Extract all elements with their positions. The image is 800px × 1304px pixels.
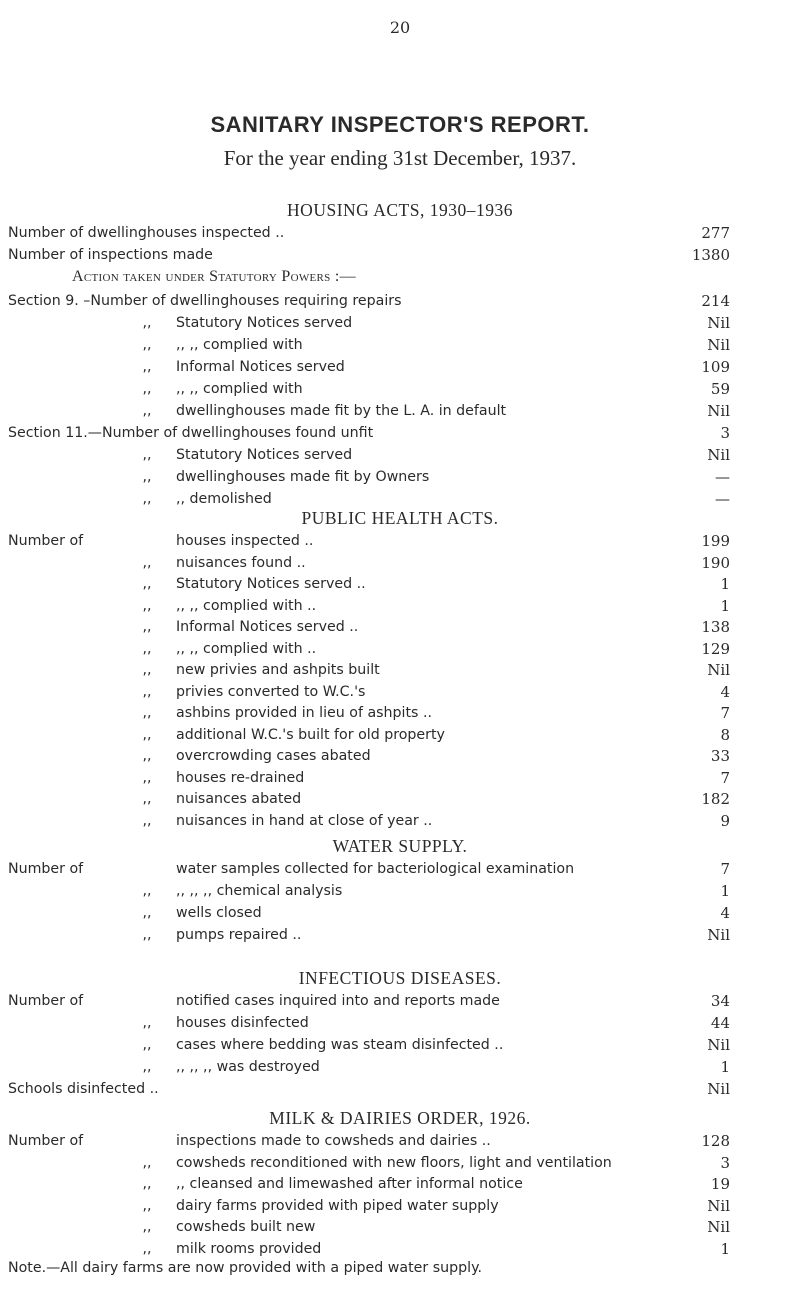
ditto-mark: ,, [142, 491, 152, 507]
ditto-mark: ,, [142, 726, 152, 743]
row-value: 1 [720, 596, 730, 615]
row-label: Statutory Notices served [176, 447, 353, 463]
row-value: 1 [720, 882, 730, 900]
row-value: 4 [720, 682, 730, 701]
table-row [0, 745, 800, 767]
note: Note.—All dairy farms are now provided with a piped water supply. [8, 1260, 482, 1276]
row-section9 [0, 290, 800, 312]
table-row [0, 788, 800, 810]
row-label: dwellinghouses made fit by Owners [176, 469, 430, 485]
ditto-mark: ,, [142, 381, 152, 397]
row-value: Nil [707, 446, 730, 464]
row-label: Informal Notices served .. [176, 619, 359, 635]
row-value: Nil [707, 1218, 730, 1236]
section9-label: Section 9. –Number of dwellinghouses requiring repairs [8, 293, 402, 309]
row-value: 109 [701, 358, 730, 376]
row-label: ,, ,, complied with [176, 381, 303, 397]
row-value: — [715, 490, 730, 508]
row-label: ,, demolished [176, 491, 272, 507]
ditto-mark: ,, [142, 812, 152, 829]
row-value: 7 [720, 860, 730, 878]
ditto-mark: ,, [142, 905, 152, 921]
ditto-mark: ,, [142, 640, 152, 657]
row-value: 128 [701, 1132, 730, 1150]
row-lead: Number of [8, 1133, 84, 1149]
table-row [0, 902, 800, 924]
housing-heading: HOUSING ACTS, 1930–1936 [287, 200, 513, 220]
row-label: Number of inspections made [8, 247, 213, 263]
row-label: ashbins provided in lieu of ashpits .. [176, 705, 432, 721]
row-value: 44 [710, 1014, 730, 1032]
table-row [0, 334, 800, 356]
row-value: 190 [701, 553, 730, 572]
table-row [0, 530, 800, 552]
row-value: 277 [701, 224, 730, 242]
row-value: 1 [720, 575, 730, 593]
row-label: Number of dwellinghouses inspected .. [8, 225, 285, 241]
ditto-mark: ,, [142, 927, 152, 943]
row-label: overcrowding cases abated [176, 748, 371, 764]
ditto-mark: ,, [142, 576, 152, 592]
table-row [0, 573, 800, 595]
table-row [0, 356, 800, 378]
infectious-heading: INFECTIOUS DISEASES. [298, 968, 502, 988]
row-value: 138 [701, 618, 730, 636]
row-label: wells closed [176, 905, 262, 921]
ditto-mark: ,, [142, 1037, 152, 1053]
table-row [0, 990, 800, 1012]
ditto-mark: ,, [142, 315, 152, 331]
ditto-mark: ,, [142, 1154, 152, 1171]
row-label: cowsheds built new [176, 1219, 316, 1235]
row-label: ,, ,, complied with [176, 337, 303, 353]
row-schools-disinfected [0, 1078, 800, 1100]
row-label: dairy farms provided with piped water supply [176, 1197, 499, 1214]
table-row [0, 1130, 800, 1152]
ditto-mark: ,, [142, 748, 152, 764]
row-inspections-made [0, 244, 800, 266]
ditto-mark: ,, [142, 1197, 152, 1214]
row-label: new privies and ashpits built [176, 662, 380, 678]
table-row [0, 1012, 800, 1034]
table-row [0, 1034, 800, 1056]
ditto-mark: ,, [142, 447, 152, 463]
table-row [0, 552, 800, 574]
table-row [0, 378, 800, 400]
row-label: Schools disinfected .. [8, 1081, 159, 1097]
row-value: Nil [707, 1036, 730, 1054]
table-row [0, 466, 800, 488]
row-value: 3 [720, 1153, 730, 1172]
row-lead: Number of [8, 533, 84, 549]
row-value: Nil [707, 336, 730, 354]
row-value: 19 [710, 1175, 730, 1193]
table-row [0, 659, 800, 681]
row-label: dwellinghouses made fit by the L. A. in default [176, 403, 507, 419]
ditto-mark: ,, [142, 1240, 152, 1257]
row-label: water samples collected for bacteriological examination [176, 861, 575, 877]
row-value: 33 [710, 747, 730, 765]
table-row [0, 312, 800, 334]
row-label: Statutory Notices served .. [176, 576, 366, 592]
table-row [0, 702, 800, 724]
table-row [0, 400, 800, 422]
table-row [0, 1195, 800, 1217]
section11-value: 3 [720, 424, 730, 442]
section11-label: Section 11.—Number of dwellinghouses found unfit [8, 425, 374, 441]
water-supply-heading: WATER SUPPLY. [332, 836, 468, 856]
row-value: 4 [720, 904, 730, 922]
ditto-mark: ,, [142, 469, 152, 485]
row-label: pumps repaired .. [176, 927, 302, 943]
row-lead: Number of [8, 861, 84, 877]
ditto-mark: ,, [142, 705, 152, 721]
row-value: 129 [701, 639, 730, 658]
table-row [0, 488, 800, 510]
row-section11 [0, 422, 800, 444]
row-value: 9 [720, 811, 730, 830]
row-label: houses disinfected [176, 1015, 309, 1031]
table-row [0, 1152, 800, 1174]
ditto-mark: ,, [142, 1219, 152, 1235]
ditto-mark: ,, [142, 554, 152, 571]
ditto-mark: ,, [142, 662, 152, 678]
row-label: ,, cleansed and limewashed after informal notice [176, 1176, 523, 1192]
row-value: Nil [707, 661, 730, 679]
row-label: nuisances found .. [176, 554, 306, 571]
table-row [0, 616, 800, 638]
row-value: Nil [707, 402, 730, 420]
row-dwellings-inspected [0, 222, 800, 244]
table-row [0, 724, 800, 746]
row-label: ,, ,, complied with .. [176, 640, 317, 657]
row-label: ,, ,, ,, chemical analysis [176, 883, 343, 899]
row-value: Nil [707, 314, 730, 332]
row-label: Informal Notices served [176, 359, 345, 375]
public-health-heading: PUBLIC HEALTH ACTS. [301, 508, 499, 528]
ditto-mark: ,, [142, 1015, 152, 1031]
row-value: 59 [710, 380, 730, 398]
table-row [0, 681, 800, 703]
table-row [0, 1216, 800, 1238]
row-value: 1 [720, 1239, 730, 1258]
table-row [0, 1238, 800, 1260]
row-value: — [715, 468, 730, 486]
table-row [0, 638, 800, 660]
row-value: 182 [701, 790, 730, 808]
ditto-mark: ,, [142, 359, 152, 375]
table-row [0, 1173, 800, 1195]
row-label: privies converted to W.C.'s [176, 683, 366, 700]
ditto-mark: ,, [142, 1176, 152, 1192]
table-row [0, 858, 800, 880]
row-label: Statutory Notices served [176, 315, 353, 331]
row-value: 34 [710, 992, 730, 1010]
table-row [0, 444, 800, 466]
row-label: notified cases inquired into and reports made [176, 993, 500, 1009]
table-row [0, 767, 800, 789]
row-value: Nil [707, 1080, 730, 1098]
table-row [0, 810, 800, 832]
row-label: ,, ,, complied with .. [176, 597, 317, 614]
ditto-mark: ,, [142, 337, 152, 353]
row-label: ,, ,, ,, was destroyed [176, 1059, 320, 1075]
row-label: nuisances in hand at close of year .. [176, 812, 433, 829]
table-row [0, 595, 800, 617]
row-value: Nil [707, 1196, 730, 1215]
ditto-mark: ,, [142, 619, 152, 635]
row-value: 7 [720, 704, 730, 722]
ditto-mark: ,, [142, 597, 152, 614]
row-label: nuisances abated [176, 791, 302, 807]
row-label: houses re-drained [176, 769, 305, 786]
table-row [0, 1056, 800, 1078]
ditto-mark: ,, [142, 883, 152, 899]
row-value: Nil [707, 926, 730, 944]
action-heading: Action taken under Statutory Powers :— [72, 268, 356, 285]
row-label: houses inspected .. [176, 533, 314, 549]
report-title: SANITARY INSPECTOR'S REPORT. [210, 112, 590, 137]
ditto-mark: ,, [142, 769, 152, 786]
ditto-mark: ,, [142, 791, 152, 807]
section9-value: 214 [701, 292, 730, 310]
row-label: inspections made to cowsheds and dairies .. [176, 1133, 491, 1149]
row-label: cowsheds reconditioned with new floors, light and ventilation [176, 1154, 612, 1171]
row-label: milk rooms provided [176, 1240, 322, 1257]
milk-heading: MILK & DAIRIES ORDER, 1926. [269, 1108, 531, 1128]
ditto-mark: ,, [142, 683, 152, 700]
page-number: 20 [389, 18, 411, 37]
row-value: 1 [720, 1058, 730, 1076]
row-value: 1380 [691, 246, 730, 264]
ditto-mark: ,, [142, 1059, 152, 1075]
table-row [0, 924, 800, 946]
row-value: 7 [720, 768, 730, 787]
row-value: 199 [701, 532, 730, 550]
row-label: additional W.C.'s built for old property [176, 726, 445, 743]
table-row [0, 880, 800, 902]
row-lead: Number of [8, 993, 84, 1009]
row-label: cases where bedding was steam disinfected .. [176, 1037, 504, 1053]
row-value: 8 [720, 725, 730, 744]
report-subtitle: For the year ending 31st December, 1937. [223, 146, 577, 170]
ditto-mark: ,, [142, 403, 152, 419]
